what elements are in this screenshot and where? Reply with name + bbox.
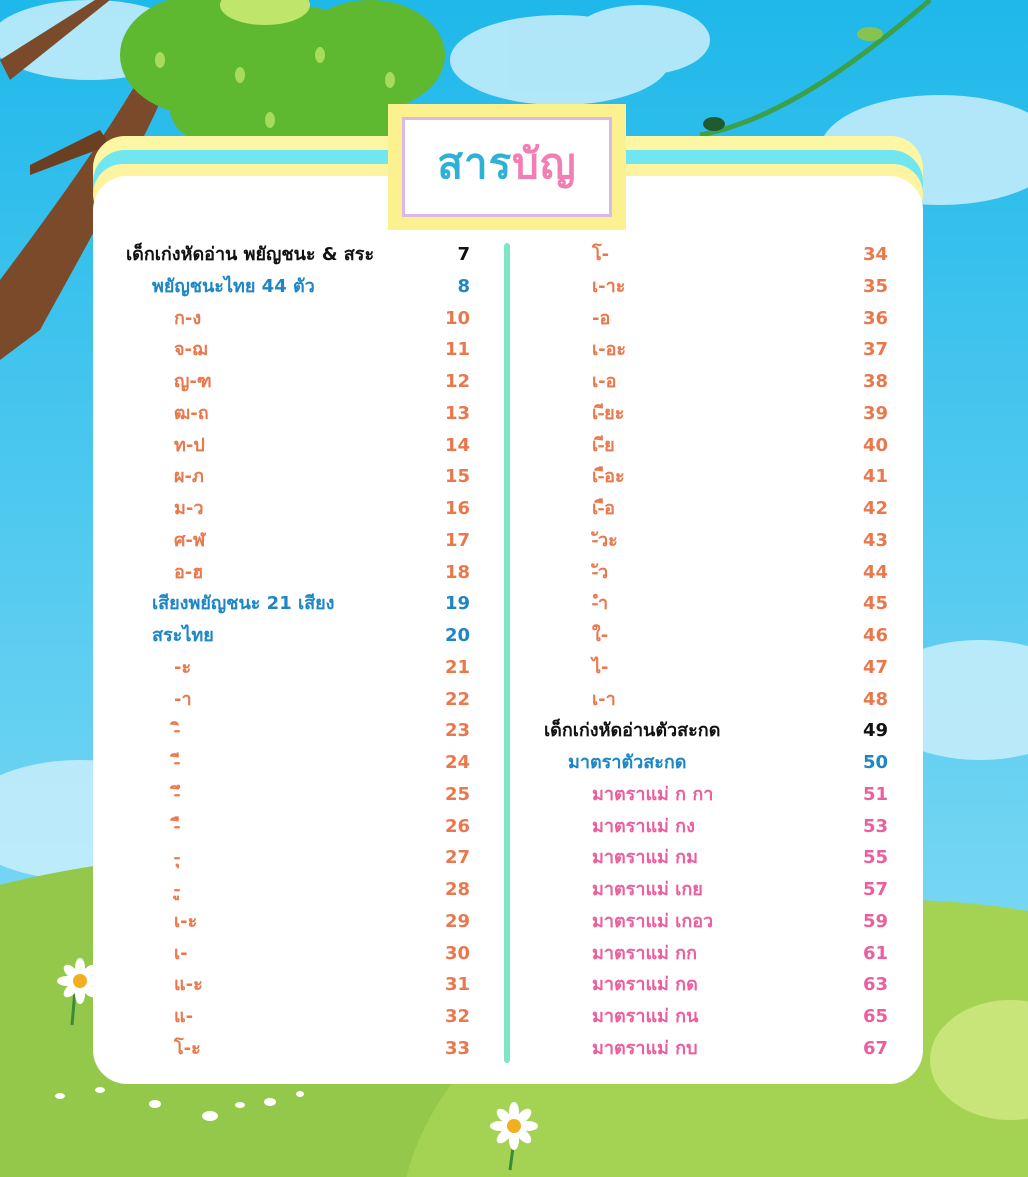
toc-entry [0, 367, 1028, 397]
toc-entry-label: -ี [174, 752, 180, 773]
toc-entry-page-number: 16 [444, 498, 470, 519]
toc-entry-label: พยัญชนะไทย 44 ตัว [152, 275, 315, 297]
toc-entry [0, 780, 1028, 810]
toc-entry-label: โ-ะ [174, 1037, 201, 1059]
toc-entry-page-number: 37 [862, 339, 888, 361]
toc-entry-page-number: 40 [862, 434, 888, 456]
toc-entry-label: ผ-ภ [174, 466, 204, 488]
toc-entry-label: ญ-ฑ [174, 371, 212, 392]
toc-entry-page-number: 30 [444, 942, 470, 964]
page-title [402, 134, 612, 194]
toc-entry-page-number: 53 [862, 815, 888, 837]
toc-entry-label: มาตราตัวสะกด [568, 752, 687, 773]
toc-entry-label: ท-ป [174, 434, 205, 456]
toc-entry-label: เ-อ [592, 371, 617, 392]
toc-entry-label: ศ-ฬ [174, 529, 206, 551]
toc-entry-page-number: 35 [862, 275, 888, 297]
toc-entry-label: เสียงพยัญชนะ 21 เสียง [152, 593, 335, 615]
toc-entry [0, 431, 1028, 461]
toc-entry [0, 653, 1028, 683]
toc-entry-label: เ- [174, 942, 188, 964]
toc-entry-label: -ู [174, 879, 180, 900]
toc-entry [0, 526, 1028, 556]
toc-entry [0, 272, 1028, 302]
toc-entry-page-number: 33 [444, 1037, 470, 1059]
toc-entry-page-number: 51 [862, 783, 888, 805]
toc-entry-label: มาตราแม่ กก [592, 942, 697, 964]
toc-entry-page-number: 10 [444, 307, 470, 329]
toc-entry-page-number: 61 [862, 942, 888, 964]
toc-entry [0, 240, 1028, 270]
toc-entry [0, 843, 1028, 873]
toc-entry [0, 1002, 1028, 1032]
toc-entry [0, 716, 1028, 746]
toc-entry-page-number: 34 [862, 244, 888, 265]
toc-entry-page-number: 31 [444, 974, 470, 996]
toc-entry [0, 812, 1028, 842]
toc-entry-page-number: 17 [444, 529, 470, 551]
toc-entry-label: -อ [592, 307, 611, 329]
toc-entry-page-number: 63 [862, 974, 888, 996]
toc-entry-page-number: 24 [444, 752, 470, 773]
toc-entry-page-number: 65 [862, 1006, 888, 1027]
toc-entry-label: เ-ะ [174, 910, 198, 932]
toc-entry-label: โ- [592, 244, 610, 265]
toc-entry-page-number: 7 [457, 244, 470, 265]
toc-entry-label: จ-ฌ [174, 339, 208, 361]
toc-entry-page-number: 50 [862, 752, 888, 773]
toc-entry-label: ใ- [592, 625, 609, 646]
toc-entry-page-number: 49 [862, 720, 888, 742]
toc-entry-label: ม-ว [174, 498, 204, 519]
toc-entry-label: มาตราแม่ กบ [592, 1037, 698, 1059]
toc-entry [0, 685, 1028, 715]
toc-entry-label: มาตราแม่ กง [592, 815, 695, 837]
toc-entry-page-number: 15 [444, 466, 470, 488]
toc-entry [0, 558, 1028, 588]
toc-entry-label: แ- [174, 1006, 194, 1027]
toc-entry-page-number: 59 [862, 910, 888, 932]
toc-entry-label: เ-ือ [592, 498, 615, 519]
toc-entry-page-number: 18 [444, 561, 470, 583]
toc-entry-label: แ-ะ [174, 974, 203, 996]
toc-entry-label: มาตราแม่ ก กา [592, 783, 714, 805]
toc-entry-page-number: 23 [444, 720, 470, 742]
toc-entry [0, 589, 1028, 619]
toc-entry-page-number: 44 [862, 561, 888, 583]
toc-entry-page-number: 32 [444, 1006, 470, 1027]
toc-entry [0, 1034, 1028, 1064]
toc-entry-page-number: 46 [862, 625, 888, 646]
toc-entry-label: มาตราแม่ กม [592, 847, 698, 869]
toc-entry [0, 875, 1028, 905]
toc-entry-label: มาตราแม่ เกอว [592, 910, 714, 932]
toc-entry [0, 399, 1028, 429]
toc-entry-label: เ-อะ [592, 339, 627, 361]
toc-entry-label: มาตราแม่ เกย [592, 879, 703, 900]
toc-entry-page-number: 13 [444, 402, 470, 424]
toc-entry-label: -ิ [174, 720, 180, 742]
toc-entry-page-number: 11 [444, 339, 470, 361]
toc-entry [0, 621, 1028, 651]
toc-entry-page-number: 39 [862, 402, 888, 424]
toc-entry-page-number: 12 [444, 371, 470, 392]
toc-entry-page-number: 55 [862, 847, 888, 869]
toc-entry-page-number: 27 [444, 847, 470, 869]
toc-entry-page-number: 36 [862, 307, 888, 329]
toc-entry-label: -ะ [174, 656, 192, 678]
toc-entry [0, 304, 1028, 334]
toc-entry-label: ฒ-ถ [174, 402, 209, 424]
toc-entry-label: -ำ [592, 593, 609, 615]
toc-entry-page-number: 28 [444, 879, 470, 900]
toc-entry-page-number: 22 [444, 688, 470, 710]
toc-entry-label: -ื [174, 815, 180, 837]
toc-entry-page-number: 19 [444, 593, 470, 615]
toc-entry-page-number: 67 [862, 1037, 888, 1059]
toc-entry-page-number: 43 [862, 529, 888, 551]
toc-entry-label: อ-ฮ [174, 561, 204, 583]
toc-entry-label: เด็กเก่งหัดอ่านตัวสะกด [544, 720, 721, 742]
toc-entry-page-number: 45 [862, 593, 888, 615]
toc-entry-label: สระไทย [152, 625, 214, 646]
toc-entry-page-number: 47 [862, 656, 888, 678]
toc-entry-page-number: 21 [444, 656, 470, 678]
toc-entry [0, 462, 1028, 492]
toc-entry-page-number: 29 [444, 910, 470, 932]
toc-entry-label: เ-าะ [592, 275, 626, 297]
toc-entry-page-number: 26 [444, 815, 470, 837]
toc-entry-page-number: 41 [862, 466, 888, 488]
toc-entry [0, 907, 1028, 937]
title-part-2: บัญ [512, 139, 577, 188]
toc-entry [0, 335, 1028, 365]
toc-entry [0, 494, 1028, 524]
toc-entry-page-number: 38 [862, 371, 888, 392]
toc-entry-label: -ัว [592, 561, 609, 583]
toc-entry-page-number: 25 [444, 783, 470, 805]
toc-entry-label: ไ- [592, 656, 609, 678]
toc-entry-label: -ัวะ [592, 529, 618, 551]
toc-entry-page-number: 48 [862, 688, 888, 710]
toc-entry-label: เ-ียะ [592, 402, 625, 424]
toc-entry-label: มาตราแม่ กด [592, 974, 698, 996]
toc-entry-label: -ึ [174, 783, 180, 805]
toc-entry-label: -ุ [174, 847, 180, 869]
toc-entry-label: เ-า [592, 688, 616, 710]
toc-entry-label: เ-ีย [592, 434, 615, 456]
toc-entry-label: ก-ง [174, 307, 202, 329]
toc-entry-page-number: 8 [457, 275, 470, 297]
toc-entry-label: มาตราแม่ กน [592, 1006, 699, 1027]
toc-entry-page-number: 20 [444, 625, 470, 646]
toc-entry-label: เ-ือะ [592, 466, 625, 488]
toc-entry-page-number: 42 [862, 498, 888, 519]
toc-entry [0, 970, 1028, 1000]
toc-entry [0, 748, 1028, 778]
toc-entry-label: -า [174, 688, 192, 710]
toc-entry-page-number: 14 [444, 434, 470, 456]
toc-entry-label: เด็กเก่งหัดอ่าน พยัญชนะ & สระ [126, 244, 375, 265]
title-part-1: สาร [437, 139, 513, 188]
toc-entry [0, 939, 1028, 969]
toc-entry-page-number: 57 [862, 879, 888, 900]
